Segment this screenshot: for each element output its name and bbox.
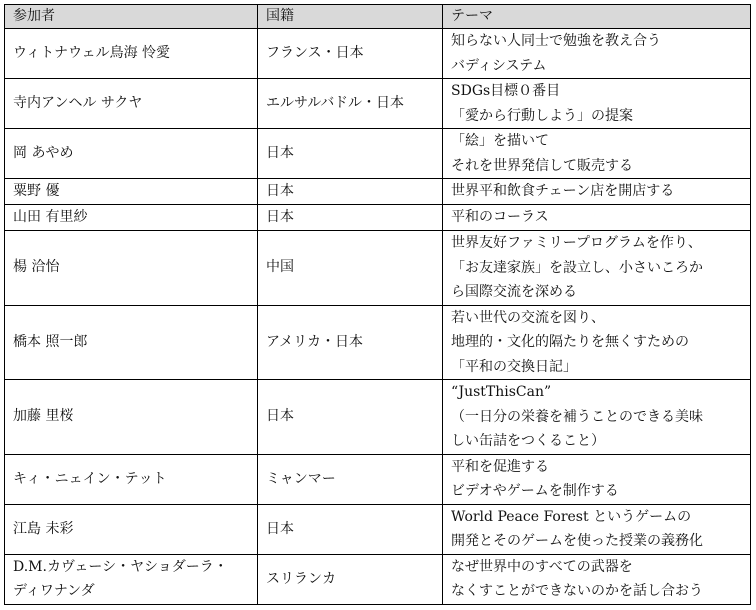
table-row <box>5 504 751 554</box>
theme-line: 「平和の交換日記」 <box>451 358 577 375</box>
nationality-cell: 日本 <box>258 205 443 231</box>
nationality-cell: アメリカ・日本 <box>258 305 443 380</box>
participant-name-cell: 加藤 里桜 <box>5 380 258 455</box>
participant-name-cell: 岡 あやめ <box>5 129 258 179</box>
theme-cell <box>443 79 751 129</box>
participant-name-cell: 橋本 照一郎 <box>5 305 258 380</box>
nationality-cell: 中国 <box>258 231 443 306</box>
table-row <box>5 205 751 231</box>
theme-line: なぜ世界中のすべての武器を <box>451 558 633 575</box>
theme-line: 若い世代の交流を図り、 <box>451 309 605 326</box>
nationality-cell: エルサルバドル・日本 <box>258 79 443 129</box>
participant-name-cell: キィ・ニェイン・テット <box>5 454 258 504</box>
theme-line: なくすことができないのかを話し合おう <box>451 583 703 599</box>
table-row <box>5 305 751 380</box>
theme-header: テーマ <box>443 5 751 29</box>
theme-line: それを世界発信して販売する <box>451 157 633 174</box>
theme-cell <box>443 380 751 455</box>
theme-line: “JustThisCan” <box>451 384 552 400</box>
participant-name-cell: 楊 洽怡 <box>5 231 258 306</box>
nationality-cell: 日本 <box>258 179 443 205</box>
nationality-cell: ミャンマー <box>258 454 443 504</box>
participant-name-line: D.M.カヴェーシ・ヤショダーラ・ <box>13 558 228 575</box>
theme-line: 平和のコーラス <box>451 209 549 226</box>
theme-line: ビデオやゲームを制作する <box>451 483 619 499</box>
table-row <box>5 29 751 79</box>
theme-line: 知らない人同士で勉強を教え合う <box>451 33 661 49</box>
theme-line: 世界友好ファミリープログラムを作り、 <box>451 235 702 251</box>
theme-cell <box>443 504 751 554</box>
nationality-cell: 日本 <box>258 129 443 179</box>
table-body <box>5 29 751 605</box>
theme-line: しい缶詰をつくること） <box>451 433 605 449</box>
theme-cell <box>443 179 751 205</box>
table-row <box>5 454 751 504</box>
table-row <box>5 129 751 179</box>
nationality-cell: 日本 <box>258 380 443 455</box>
table-row <box>5 380 751 455</box>
theme-line: 開発とそのゲームを使った授業の義務化 <box>451 533 703 549</box>
nationality-cell: フランス・日本 <box>258 29 443 79</box>
nationality-cell: 日本 <box>258 504 443 554</box>
participant-name-line: ディワナンダ <box>13 583 95 599</box>
participant-name-cell: 寺内アンヘル サクヤ <box>5 79 258 129</box>
theme-line: 「愛から行動しよう」の提案 <box>451 107 633 124</box>
theme-line: World Peace Forest というゲームの <box>451 508 692 525</box>
theme-cell <box>443 305 751 380</box>
theme-cell <box>443 29 751 79</box>
table-row <box>5 79 751 129</box>
nationality-header: 国籍 <box>258 5 443 29</box>
nationality-cell: スリランカ <box>258 554 443 604</box>
theme-line: ら国際交流を深める <box>451 284 577 300</box>
theme-line: 世界平和飲食チェーン店を開店する <box>451 183 675 200</box>
theme-line: バディシステム <box>451 57 547 74</box>
theme-line: 「お友達家族」を設立し、小さいころか <box>451 259 703 276</box>
participant-header: 参加者 <box>5 5 258 29</box>
theme-line: 「絵」を描いて <box>451 133 549 149</box>
theme-cell <box>443 554 751 604</box>
table-row <box>5 554 751 604</box>
participant-name-cell: 山田 有里紗 <box>5 205 258 231</box>
theme-cell <box>443 454 751 504</box>
theme-line: 平和を促進する <box>451 458 549 475</box>
participant-name-cell: ウィトナウェル鳥海 怜愛 <box>5 29 258 79</box>
participant-name-cell <box>5 554 258 604</box>
participant-name-cell: 江島 未彩 <box>5 504 258 554</box>
participants-table <box>4 4 751 605</box>
theme-cell <box>443 205 751 231</box>
theme-cell <box>443 129 751 179</box>
theme-cell <box>443 231 751 306</box>
theme-line: （一日分の栄養を補うことのできる美味 <box>451 408 703 425</box>
participant-name-cell: 粟野 優 <box>5 179 258 205</box>
theme-line: SDGs目標０番目 <box>451 83 561 99</box>
theme-line: 地理的・文化的隔たりを無くすための <box>451 334 689 350</box>
header-row <box>5 5 751 29</box>
table-row <box>5 179 751 205</box>
table-row <box>5 231 751 306</box>
